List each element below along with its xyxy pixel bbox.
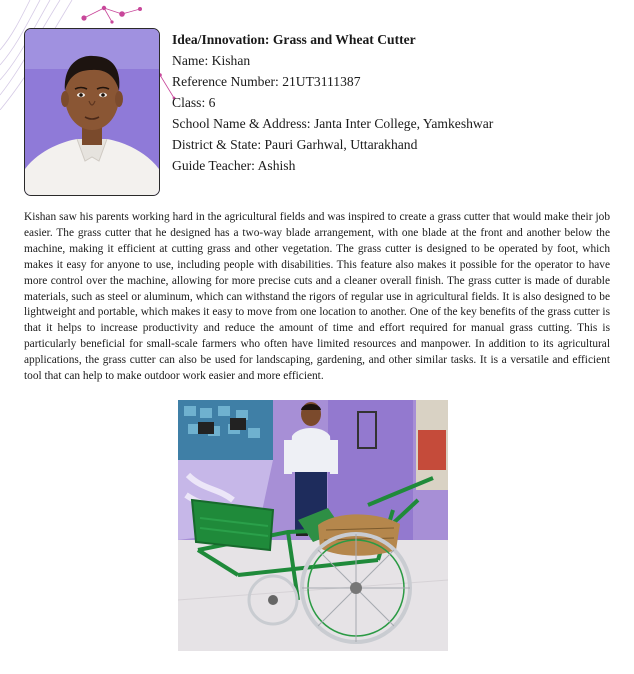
accent-dot: [119, 11, 125, 17]
accent-dot: [110, 20, 113, 23]
reference-number: Reference Number: 21UT3111387: [172, 74, 361, 89]
innovation-photo: [178, 400, 448, 651]
guide-teacher: Guide Teacher: Ashish: [172, 158, 296, 173]
student-name: Name: Kishan: [172, 53, 251, 68]
accent-dot: [138, 7, 142, 11]
student-class: Class: 6: [172, 95, 216, 110]
school-name-address: School Name & Address: Janta Inter College, Yamkeshwar: [172, 116, 494, 131]
district-state: District & State: Pauri Garhwal, Uttarakhand: [172, 137, 418, 152]
accent-dot: [102, 6, 106, 10]
accent-dot: [81, 15, 86, 20]
student-portrait: [24, 28, 160, 196]
student-info: [172, 29, 612, 176]
innovation-title: Idea/Innovation: Grass and Wheat Cutter: [172, 32, 416, 47]
innovation-description: Kishan saw his parents working hard in the agricultural fields and was inspired to create a grass cutter that would make their job easier. The grass cutter that he designed has a two-way blade arrangement, with one blade at the front and another below the machine, making it efficient at cutting grass and other vegetation. The grass cutter is designed to be operated by foot, which makes it easy for anyone to use, including people with disabilities. This feature also makes it possible for the operator to have more control over the machine, allowing for more precise cuts and a cleaner overall finish. The grass cutter is made of durable materials, such as steel or aluminum, which can withstand the rigors of regular use in agricultural fields. It is also designed to be lightweight and portable, which makes it easy to move from one location to another. One of the key benefits of the grass cutter is that it helps to increase productivity and reduce the amount of time and effort required for manual grass cutting. This is particularly beneficial for small-scale farmers who often have limited resources and manpower. In addition to its agricultural applications, the grass cutter can also be used for landscaping, gardening, and other similar tasks. It is a versatile and efficient tool that can help to make outdoor work easier and more efficient.: [24, 211, 610, 383]
